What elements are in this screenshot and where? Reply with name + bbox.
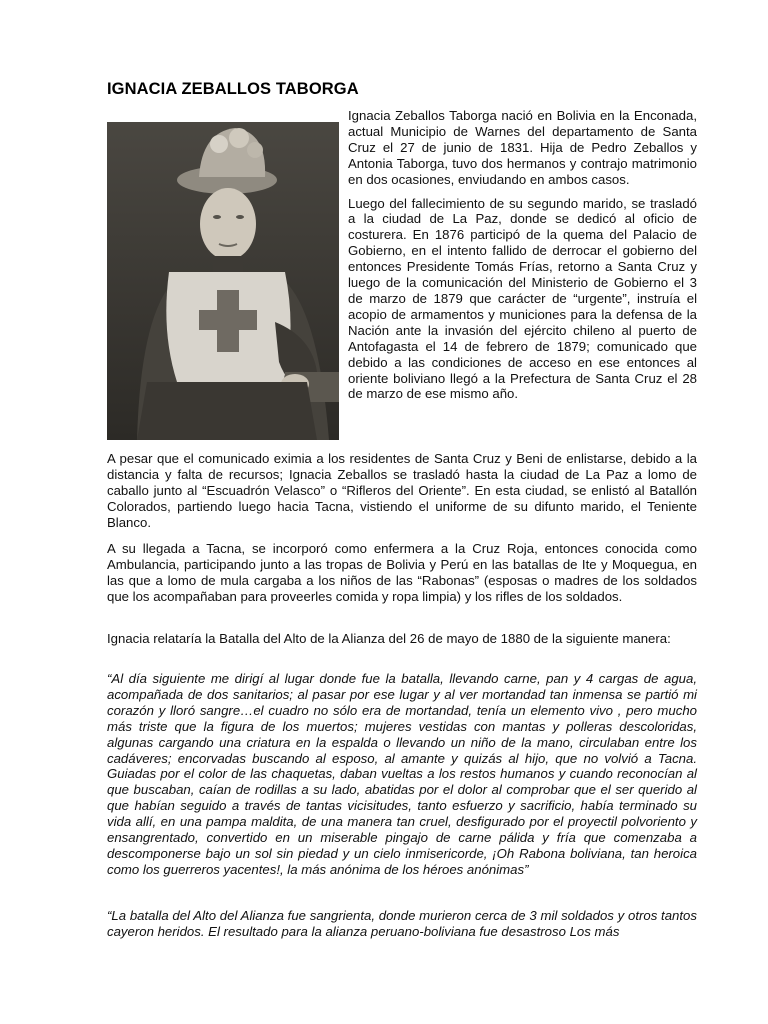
paragraph-battle-intro: Ignacia relataría la Batalla del Alto de la Alianza del 26 de mayo de 1880 de la siguiente manera: (107, 631, 671, 646)
portrait-illustration (107, 122, 339, 440)
paragraph-birth: Ignacia Zeballos Taborga nació en Bolivia en la Enconada, actual Municipio de Warnes del departamento de Santa Cruz el 27 de junio de 1831. Hija de Pedro Zeballos y Antonia Taborga, tuvo dos hermanos y contrajo matrimonio en dos ocasiones, enviudando en ambos casos. (348, 108, 697, 187)
portrait-photo (107, 122, 339, 440)
paragraph-la-paz: Luego del fallecimiento de su segundo marido, se trasladó a la ciudad de La Paz, donde se dedicó al oficio de costurera. En 1876 participó de la quema del Palacio de Gobierno, en el intento fallido de derrocar el gobierno del entonces Presidente Tomás Frías, retorno a Santa Cruz y luego de la comunicación del Ministerio de Gobierno el 3 de marzo de 1879 que carácter de “urgente”, instruía el acopio de armamentos y municiones para la defensa de la Nación ante la invasión del ejército chileno al puerto de Antofagasta el 14 de febrero de 1879; comunicado que debido a las condiciones de acceso en ese entonces al oriente boliviano llegó a la Prefectura de Santa Cruz el 28 de marzo de ese mismo año. (348, 195, 697, 402)
quote-battle-result: “La batalla del Alto del Alianza fue sangrienta, donde murieron cerca de 3 mil soldados y otros tantos cayeron heridos. El resultado para la alianza peruano-boliviana fue desastroso Los más (107, 908, 697, 939)
page-title: IGNACIA ZEBALLOS TABORGA (107, 80, 359, 98)
paragraph-enlistment: A pesar que el comunicado eximia a los residentes de Santa Cruz y Beni de enlistarse, debido a la distancia y falta de recursos; Ignacia Zeballos se trasladó hasta la ciudad de La Paz a lomo de caballo junto al “Escuadrón Velasco” o “Rifleros del Oriente”. En esta ciudad, se enlistó al Batallón Colorados, partiendo luego hacia Tacna, vistiendo el uniforme de su difunto marido, el Teniente Blanco. (107, 451, 697, 530)
paragraph-tacna: A su llegada a Tacna, se incorporó como enfermera a la Cruz Roja, entonces conocida como Ambulancia, participando junto a las tropas de Bolivia y Perú en las batallas de Ite y Moquegua, en las que a lomo de mula cargaba a los niños de las “Rabonas” (esposas o madres de los soldados que los acompañaban para proveerles comida y ropa limpia) y los rifles de los soldados. (107, 541, 697, 604)
intro-column (348, 108, 697, 410)
quote-battle-account: “Al día siguiente me dirigí al lugar donde fue la batalla, llevando carne, pan y 4 cargas de agua, acompañada de dos sanitarios; al pasar por ese lugar y al ver mortandad tan inmensa se partió mi corazón y lloró sangre…el cuadro no sólo era de mortandad, tenía un elemento vivo , pero mucho más triste que la figura de los muertos; mujeres vestidas con mantas y polleras descoloridas, algunas cargando una criatura en la espalda o llevando un niño de la mano, circulaban entre los cadáveres; encorvadas buscando al esposo, al amante y quizás al hijo, que no volvió a Tacna. Guiadas por el color de las chaquetas, daban vueltas a los restos humanos y cuando reconocían al que buscaban, caían de rodillas a su lado, abatidas por el dolor al comprobar que el ser querido al que habían seguido a través de tantas vicisitudes, tanto esfuerzo y sacrificio, había terminado su vida allí, en una pampa maldita, de una manera tan cruel, desfigurado por el proyectil polvoriento y ensangrentado, convertido en un miserable pingajo de carne pálida y fría que comenzaba a descomponerse bajo un sol sin piedad y un cielo inmisericorde, ¡Oh Rabona boliviana, tan heroica como los guerreros yacentes!, la más anónima de los héroes anónimas” (107, 671, 697, 877)
